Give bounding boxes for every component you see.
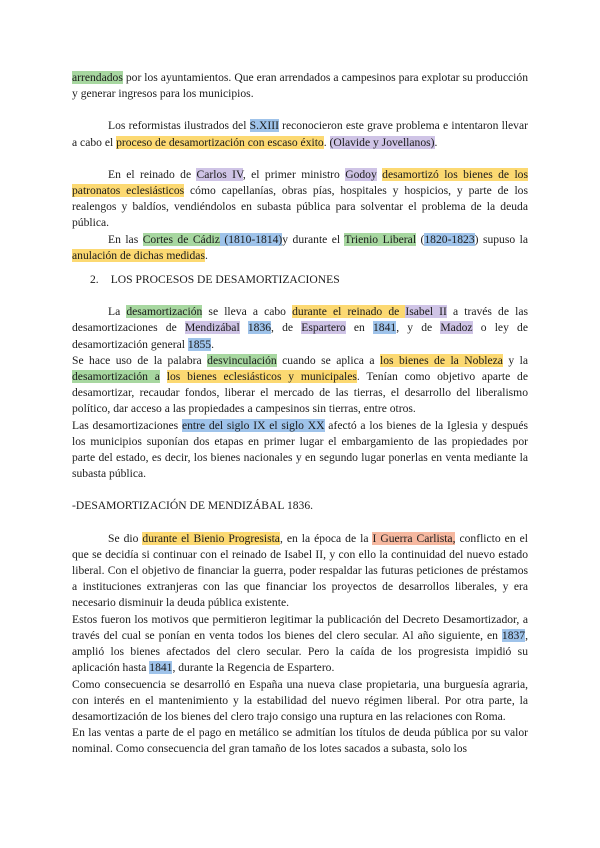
highlight-bienes-nobleza: los bienes de la Nobleza xyxy=(379,353,503,367)
highlight-1837: 1837 xyxy=(501,628,526,642)
text: reconocieron este grave problema e intentaron llevar a cabo el xyxy=(72,119,528,149)
highlight-1820-1823: 1820-1823 xyxy=(424,232,475,246)
highlight-desamortizacion: desamortización xyxy=(126,305,203,319)
text: se lleva a cabo xyxy=(202,305,293,319)
highlight-century: S.XIII xyxy=(249,119,279,133)
section-title: LOS PROCESOS DE DESAMORTIZACIONES xyxy=(110,273,340,287)
text: cómo capellanías, obras pías, hospitales y hospicios, y parte de los realengos y baldíos, vendiéndolos en subasta pública para solventar el problema de la deuda pública. xyxy=(72,184,528,230)
text: conflicto en el que se decidía si continuar con el reinado de Isabel II, y con ello la continuidad del nuevo estado liberal. Con el objetivo de financiar la guerra, poder respaldar las futuras peticiones de préstamos a instituciones extranjeras con las que financiar los proyectos de desarrollos liberales, y era necesario disminuir la deuda pública existente. xyxy=(72,531,528,610)
text: afectó a los bienes de la Iglesia y después los municipios suponían dos etapas en primer lugar el embargamiento de las propiedades por parte del estado, es decir, los bienes nacionales y en segundo lugar ponerlas en venta mediante la subasta pública. xyxy=(72,418,528,481)
text: , durante la Regencia de Espartero. xyxy=(172,661,335,675)
paragraph-cortes xyxy=(72,232,528,264)
highlight-desamortizacion-a: desamortización a xyxy=(72,370,160,384)
highlight-cortes-cadiz: Cortes de Cádiz xyxy=(142,232,220,246)
highlight-1836: 1836 xyxy=(247,321,272,335)
highlight-patronatos: desamortizó los bienes de los patronatos eclesiásticos xyxy=(72,167,528,198)
text: En el reinado de xyxy=(108,167,197,181)
highlight-madoz: Madoz xyxy=(440,321,473,335)
text: Se dio xyxy=(108,531,143,545)
highlight-durante-reinado: durante el reinado de xyxy=(292,305,400,319)
text: , amplió los bienes afectados del clero secular. Pero la caída de los progresista impidió su aplicación hasta xyxy=(72,628,528,675)
paragraph-decreto xyxy=(72,612,528,677)
highlight-godoy: Godoy xyxy=(345,167,377,181)
text: , el primer ministro xyxy=(242,167,346,181)
highlight-anulacion: anulación de dichas medidas xyxy=(72,248,205,262)
highlight-desvinculacion: desvinculación xyxy=(207,353,277,367)
text xyxy=(240,321,248,334)
document-page xyxy=(72,70,528,758)
text: Se hace uso de la palabra xyxy=(72,353,208,367)
paragraph-bienio xyxy=(72,531,528,612)
subheading-mendizabal: -DESAMORTIZACIÓN DE MENDIZÁBAL 1836. xyxy=(72,499,314,513)
text: . xyxy=(434,135,438,149)
highlight-1841-b: 1841 xyxy=(149,661,173,675)
highlight-arrendados: arrendados xyxy=(72,71,123,84)
highlight-1841: 1841 xyxy=(373,321,397,335)
highlight-bienio: durante el Bienio Progresista xyxy=(142,531,280,545)
text: y durante el xyxy=(282,232,345,246)
highlight-trienio: Trienio Liberal xyxy=(344,232,417,246)
highlight-1810-1814: (1810-1814) xyxy=(224,232,283,246)
paragraph-ventas: En las ventas a parte de el pago en metálico se admitían los títulos de deuda pública por su valor nominal. Como consecuencia del gran tamaño de los lotes sacados a subasta, solo los xyxy=(72,726,528,756)
text: Los reformistas ilustrados del xyxy=(108,119,250,133)
paragraph-carlos-iv xyxy=(72,167,528,232)
paragraph-isabel-ii xyxy=(72,304,528,353)
text: cuando se aplica a xyxy=(276,353,380,367)
text: . Tenían como objetivo aparte de desamortizar, recaudar fondos, liberar el mercado de las tierras, el desarrollo del liberalismo político, dar acceso a las propiedades a campesinos sin tierras, entre otros. xyxy=(72,370,529,416)
highlight-mendizabal: Mendizábal xyxy=(184,321,240,335)
text: ( xyxy=(416,232,425,246)
highlight-espartero: Espartero xyxy=(301,321,346,335)
text: , en la época de la xyxy=(279,531,373,545)
paragraph-arrendados xyxy=(72,70,528,102)
paragraph-desvinculacion xyxy=(72,353,528,418)
text: o ley de desamortización general xyxy=(72,321,528,351)
text: En las xyxy=(108,232,143,246)
section-heading-procesos xyxy=(72,272,528,288)
text: por los ayuntamientos. Que eran arrendados a campesinos para explotar su producción y generar ingresos para los municipios. xyxy=(72,71,528,101)
highlight-olavide: (Olavide y Jovellanos) xyxy=(329,135,435,149)
text: Estos fueron los motivos que permitieron legitimar la publicación del Decreto Desamortizador, a través del cual se ponían en venta todos los bienes del clero secular. Al año siguiente, en xyxy=(72,612,528,642)
highlight-carlos-iv: Carlos IV xyxy=(196,167,243,181)
text: Las desamortizaciones xyxy=(72,418,182,432)
text: . xyxy=(323,135,330,149)
paragraph-consecuencia: Como consecuencia se desarrolló en España una nueva clase propietaria, una burguesía agraria, con interés en el mantenimiento y la estabilidad del nuevo régimen liberal. Por otra parte, la desamortización de los bienes del clero trajo consigo una ruptura en las relaciones con Roma. xyxy=(72,677,528,723)
highlight-siglos: entre del siglo IX el siglo XX xyxy=(181,418,325,432)
text: , y de xyxy=(396,321,441,335)
text: en xyxy=(345,321,373,335)
text: , de xyxy=(271,321,302,335)
text: ) supuso la xyxy=(474,232,528,246)
text: a través de las desamortizaciones de xyxy=(72,305,528,335)
highlight-proceso: proceso de desamortización con escaso éxito xyxy=(116,135,324,149)
section-number: 2. xyxy=(90,273,99,287)
text xyxy=(160,370,167,383)
highlight-1855: 1855 xyxy=(187,337,212,351)
paragraph-siglos xyxy=(72,418,528,483)
paragraph-reformistas xyxy=(72,118,528,150)
text: y la xyxy=(502,353,528,367)
highlight-isabel-ii: Isabel II xyxy=(405,305,447,319)
text: La xyxy=(108,305,127,319)
highlight-guerra-carlista: I Guerra Carlista, xyxy=(372,531,456,545)
text: . xyxy=(204,248,208,262)
highlight-bienes-eclesiasticos: los bienes eclesiásticos y municipales xyxy=(166,370,357,384)
text: . xyxy=(211,337,214,351)
